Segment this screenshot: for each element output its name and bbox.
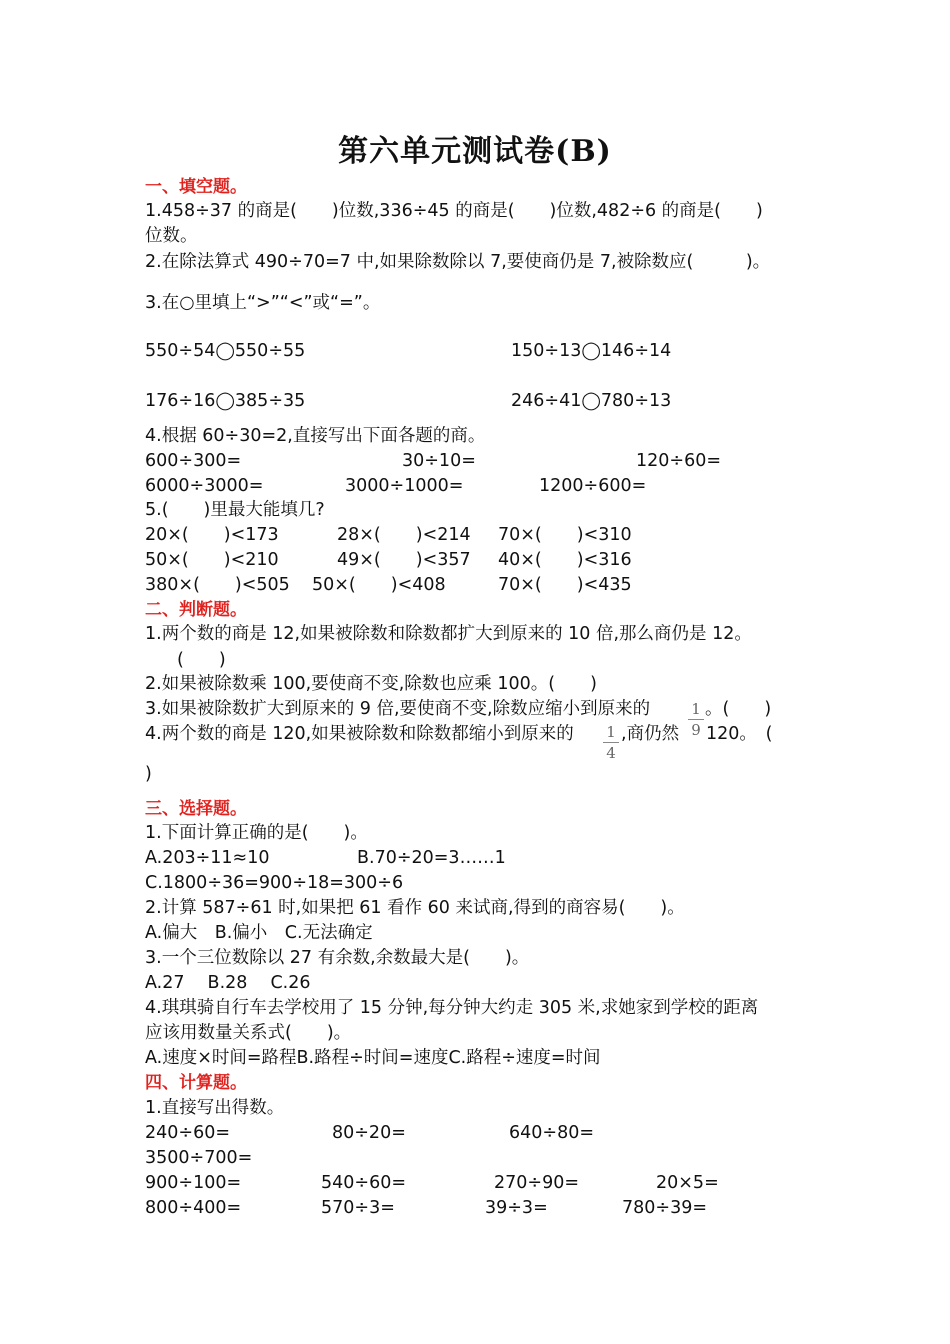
- inequality-item: 40×( )<316: [498, 550, 632, 570]
- section-heading-calc: 四、计算题。: [145, 1073, 247, 1093]
- calc-item: 570÷3=: [321, 1198, 395, 1218]
- fraction-one-ninth: [688, 700, 704, 739]
- section-heading-judge: 二、判断题。: [145, 600, 247, 620]
- inequality-item: 28×( )<214: [337, 525, 471, 545]
- choice-option: A.203÷11≈10: [145, 848, 270, 868]
- inequality-item: 50×( )<210: [145, 550, 279, 570]
- inequality-item: 70×( )<435: [498, 575, 632, 595]
- fraction-numerator: 1: [606, 723, 616, 741]
- inequality-item: 20×( )<173: [145, 525, 279, 545]
- calc-item: 640÷80=: [509, 1123, 594, 1143]
- choice-option: C.1800÷36=900÷18=300÷6: [145, 873, 404, 893]
- choice-q4-options: A.速度×时间=路程B.路程÷时间=速度C.路程÷速度=时间: [145, 1048, 601, 1068]
- quotient-item: 1200÷600=: [539, 476, 647, 496]
- judge-q4-tail2: 120。 (: [706, 724, 773, 744]
- fill-q3: 3.在○里填上“>”“<”或“=”。: [145, 293, 381, 313]
- choice-option: B.70÷20=3……1: [357, 848, 506, 868]
- calc-item: 80÷20=: [332, 1123, 406, 1143]
- judge-q4: 4.两个数的商是 120,如果被除数和除数都缩小到原来的: [145, 724, 574, 744]
- fill-q1-cont: 位数。: [145, 226, 198, 246]
- choice-q4: 4.琪琪骑自行车去学校用了 15 分钟,每分钟大约走 305 米,求她家到学校的距离: [145, 998, 759, 1018]
- choice-q2-options: A.偏大 B.偏小 C.无法确定: [145, 923, 373, 943]
- choice-q2: 2.计算 587÷61 时,如果把 61 看作 60 来试商,得到的商容易( )。: [145, 898, 685, 918]
- judge-q2: 2.如果被除数乘 100,要使商不变,除数也应乘 100。( ): [145, 674, 597, 694]
- compare-item: 150÷13◯146÷14: [511, 341, 672, 361]
- compare-item: 550÷54◯550÷55: [145, 341, 306, 361]
- fraction-denominator: 9: [691, 721, 701, 739]
- fraction-one-quarter: [603, 723, 619, 762]
- fill-q4: 4.根据 60÷30=2,直接写出下面各题的商。: [145, 426, 486, 446]
- calc-item: 39÷3=: [485, 1198, 548, 1218]
- fill-q1: 1.458÷37 的商是( )位数,336÷45 的商是( )位数,482÷6 的商是( ): [145, 201, 763, 221]
- judge-q3-tail: 。( ): [705, 699, 772, 719]
- fraction-bar: [603, 742, 619, 743]
- quotient-item: 120÷60=: [636, 451, 721, 471]
- judge-q1: 1.两个数的商是 12,如果被除数和除数都扩大到原来的 10 倍,那么商仍是 12。: [145, 624, 752, 644]
- choice-q3: 3.一个三位数除以 27 有余数,余数最大是( )。: [145, 948, 530, 968]
- judge-q4-tail: ,商仍然: [621, 724, 680, 744]
- quotient-item: 6000÷3000=: [145, 476, 264, 496]
- calc-item: 900÷100=: [145, 1173, 242, 1193]
- inequality-item: 49×( )<357: [337, 550, 471, 570]
- quotient-item: 600÷300=: [145, 451, 242, 471]
- inequality-item: 70×( )<310: [498, 525, 632, 545]
- inequality-item: 50×( )<408: [312, 575, 446, 595]
- section-heading-fill: 一、填空题。: [145, 177, 247, 197]
- calc-item: 20×5=: [656, 1173, 719, 1193]
- inequality-item: 380×( )<505: [145, 575, 290, 595]
- compare-item: 176÷16◯385÷35: [145, 391, 306, 411]
- answer-paren: ( ): [177, 650, 226, 670]
- calc-item: 240÷60=: [145, 1123, 230, 1143]
- calc-item: 780÷39=: [622, 1198, 707, 1218]
- choice-q4-cont: 应该用数量关系式( )。: [145, 1023, 352, 1043]
- compare-item: 246÷41◯780÷13: [511, 391, 672, 411]
- choice-q1: 1.下面计算正确的是( )。: [145, 823, 368, 843]
- calc-item: 3500÷700=: [145, 1148, 253, 1168]
- page-title: 第六单元测试卷(B): [338, 134, 612, 169]
- fraction-numerator: 1: [691, 700, 701, 718]
- fraction-bar: [688, 719, 704, 720]
- fill-q2: 2.在除法算式 490÷70=7 中,如果除数除以 7,要使商仍是 7,被除数应( )。: [145, 252, 771, 272]
- choice-q3-options: A.27 B.28 C.26: [145, 973, 311, 993]
- section-heading-choice: 三、选择题。: [145, 799, 247, 819]
- quotient-item: 3000÷1000=: [345, 476, 464, 496]
- judge-q3: 3.如果被除数扩大到原来的 9 倍,要使商不变,除数应缩小到原来的: [145, 699, 651, 719]
- calc-q1: 1.直接写出得数。: [145, 1098, 285, 1118]
- quotient-item: 30÷10=: [402, 451, 476, 471]
- fill-q5: 5.( )里最大能填几?: [145, 500, 325, 520]
- calc-item: 540÷60=: [321, 1173, 406, 1193]
- fraction-denominator: 4: [606, 744, 616, 762]
- answer-paren-close: ): [145, 764, 152, 784]
- calc-item: 800÷400=: [145, 1198, 242, 1218]
- calc-item: 270÷90=: [494, 1173, 579, 1193]
